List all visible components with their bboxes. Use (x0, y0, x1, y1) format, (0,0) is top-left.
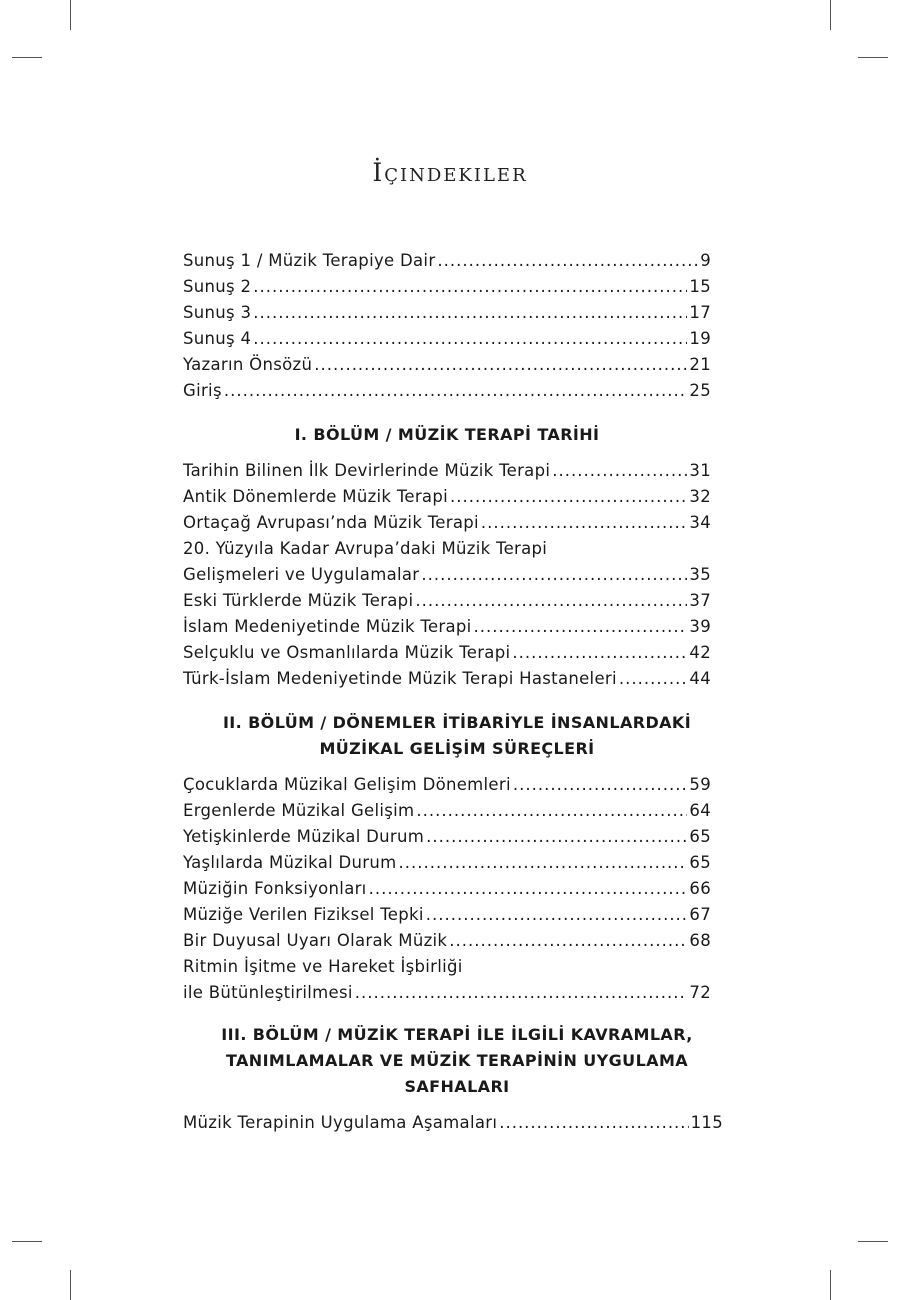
table-of-contents (183, 248, 723, 1136)
toc-entry[interactable]: Ortaçağ Avrupası’nda Müzik Terapi ..... 34 (183, 510, 711, 536)
crop-mark (858, 1241, 888, 1242)
toc-entry[interactable]: Selçuklu ve Osmanlılarda Müzik Terapi ..... 42 (183, 640, 711, 666)
crop-mark (12, 57, 42, 58)
crop-mark (858, 57, 888, 58)
toc-entry[interactable]: Müzik Terapinin Uygulama Aşamaları ..... 115 (183, 1110, 723, 1136)
section-heading: III. BÖLÜM / MÜZİK TERAPİ İLE İLGİLİ KAVRAMLAR, TANIMLAMALAR VE MÜZİK TERAPİNİN UYGULAMA SAFHALARI (221, 1025, 693, 1096)
toc-entry[interactable]: Antik Dönemlerde Müzik Terapi ..... 32 (183, 484, 711, 510)
toc-entry[interactable]: Eski Türklerde Müzik Terapi ..... 37 (183, 588, 711, 614)
toc-entry[interactable]: Sunuş 1 / Müzik Terapiye Dair ..... 9 (183, 248, 711, 274)
toc-entry[interactable]: Türk-İslam Medeniyetinde Müzik Terapi Hastaneleri ..... 44 (183, 666, 711, 692)
toc-entry[interactable]: Ergenlerde Müzikal Gelişim ..... 64 (183, 798, 711, 824)
toc-entry[interactable]: Tarihin Bilinen İlk Devirlerinde Müzik Terapi ..... 31 (183, 458, 711, 484)
toc-entry[interactable]: Gelişmeleri ve Uygulamalar ..... 35 (183, 562, 711, 588)
section-heading: II. BÖLÜM / DÖNEMLER İTİBARİYLE İNSANLARDAKİ MÜZİKAL GELİŞİM SÜREÇLERİ (222, 713, 692, 758)
crop-mark (830, 1270, 831, 1300)
page-title: İçindekiler (372, 158, 528, 187)
crop-mark (70, 1270, 71, 1300)
crop-mark (70, 0, 71, 30)
toc-entry[interactable]: Yaşlılarda Müzikal Durum ..... 65 (183, 850, 711, 876)
toc-entry[interactable]: Sunuş 2 ..... 15 (183, 274, 711, 300)
toc-entry[interactable]: ile Bütünleştirilmesi ..... 72 (183, 980, 711, 1006)
toc-entry[interactable]: Müziğin Fonksiyonları ..... 66 (183, 876, 711, 902)
toc-entry[interactable]: Sunuş 4 ..... 19 (183, 326, 711, 352)
toc-entry-line[interactable]: Ritmin İşitme ve Hareket İşbirliği (183, 957, 463, 976)
toc-entry[interactable]: İslam Medeniyetinde Müzik Terapi ..... 39 (183, 614, 711, 640)
toc-entry[interactable]: Çocuklarda Müzikal Gelişim Dönemleri ..... 59 (183, 772, 711, 798)
toc-entry[interactable]: Müziğe Verilen Fiziksel Tepki ..... 67 (183, 902, 711, 928)
crop-mark (830, 0, 831, 30)
toc-entry[interactable]: Yazarın Önsözü ..... 21 (183, 352, 711, 378)
toc-entry[interactable]: Sunuş 3 ..... 17 (183, 300, 711, 326)
toc-entry-line[interactable]: 20. Yüzyıla Kadar Avrupa’daki Müzik Terapi (183, 539, 548, 558)
crop-mark (12, 1241, 42, 1242)
toc-entry[interactable]: Giriş ..... 25 (183, 378, 711, 404)
section-heading: I. BÖLÜM / MÜZİK TERAPİ TARİHİ (294, 425, 600, 444)
toc-entry[interactable]: Bir Duyusal Uyarı Olarak Müzik ..... 68 (183, 928, 711, 954)
toc-entry[interactable]: Yetişkinlerde Müzikal Durum ..... 65 (183, 824, 711, 850)
